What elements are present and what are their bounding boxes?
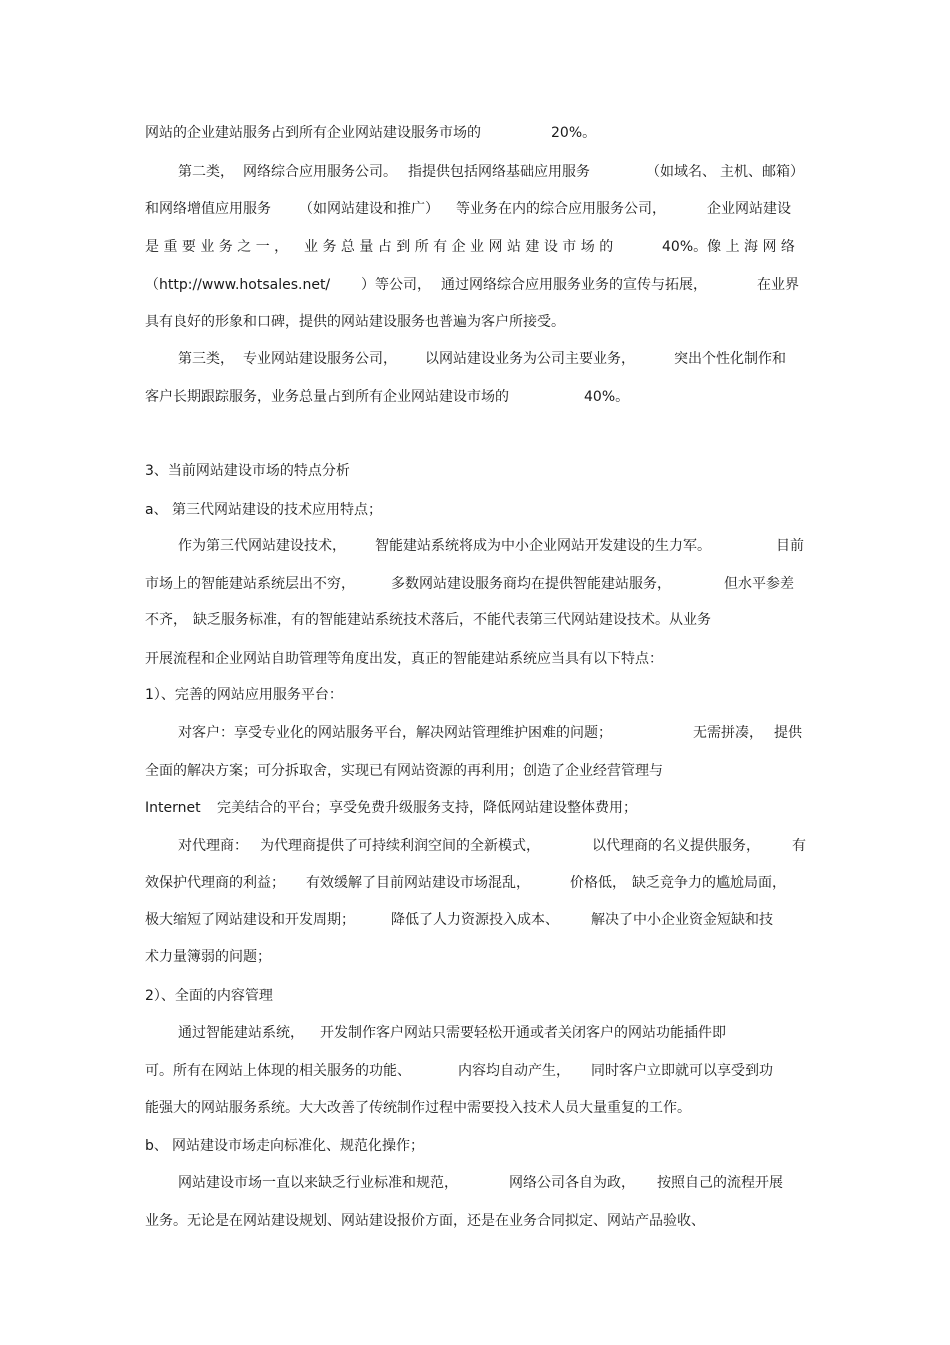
text-segment: 专业网站建设服务公司， (243, 351, 397, 367)
text-segment: 企业网站建设 (707, 201, 791, 217)
text-segment: 对客户：享受专业化的网站服务平台，解决网站管理维护困难的问题； (178, 725, 612, 741)
text-segment: 和网络增值应用服务 (145, 201, 271, 217)
text-line (0, 985, 950, 1007)
text-segment: 客户长期跟踪服务，业务总量占到所有企业网站建设市场的 (145, 389, 509, 405)
text-segment: Internet (145, 800, 201, 816)
text-segment: 全面的解决方案；可分拆取舍，实现已有网站资源的再利用；创造了企业经营管理与 (145, 763, 663, 779)
text-segment: 以代理商的名义提供服务， (592, 838, 760, 854)
text-segment: 术力量簿弱的问题； (145, 949, 271, 965)
text-line (0, 236, 950, 258)
text-line (0, 499, 950, 521)
text-segment: 智能建站系统将成为中小企业网站开发建设的生力军。 (375, 538, 711, 554)
text-segment: 同时客户立即就可以享受到功 (591, 1063, 773, 1079)
text-segment: 主机、邮箱） (720, 164, 804, 180)
text-segment: 40%。 (584, 389, 630, 405)
text-line (0, 386, 950, 408)
text-line (0, 648, 950, 670)
text-segment: 在业界 (757, 277, 799, 293)
text-line (0, 1060, 950, 1082)
text-segment: 20%。 (551, 125, 597, 141)
text-segment: 40%。像 上 海 网 络 (662, 239, 795, 255)
text-segment: 多数网站建设服务商均在提供智能建站服务， (391, 576, 671, 592)
text-segment: 作为第三代网站建设技术， (178, 538, 346, 554)
text-line (0, 684, 950, 706)
text-segment: 业务。无论是在网站建设规划、网站建设报价方面，还是在业务合同拟定、网站产品验收、 (145, 1213, 705, 1229)
text-segment: 内容均自动产生， (458, 1063, 570, 1079)
text-line (0, 460, 950, 482)
text-segment: 2）、全面的内容管理 (145, 988, 273, 1004)
text-segment: 有 (792, 838, 806, 854)
text-segment: 是 重 要 业 务 之 一 ， (145, 239, 289, 255)
text-line (0, 835, 950, 857)
text-line (0, 909, 950, 931)
text-line (0, 722, 950, 744)
text-segment: 对代理商： (178, 838, 248, 854)
text-segment: 具有良好的形象和口碑，提供的网站建设服务也普遍为客户所接受。 (145, 314, 565, 330)
text-segment: 网站建设市场走向标准化、规范化操作； (172, 1138, 424, 1154)
text-line (0, 609, 950, 631)
text-line (0, 1135, 950, 1157)
text-segment: 通过网络综合应用服务业务的宣传与拓展， (441, 277, 707, 293)
text-segment: 目前 (776, 538, 804, 554)
text-line (0, 1172, 950, 1194)
text-line (0, 1022, 950, 1044)
text-segment: 有效缓解了目前网站建设市场混乱， (306, 875, 530, 891)
text-segment: 不齐， (145, 612, 187, 628)
text-line (0, 198, 950, 220)
text-segment: （如网站建设和推广） (299, 201, 439, 217)
text-segment: 以网站建设业务为公司主要业务， (425, 351, 635, 367)
text-segment: （如域名、 (646, 164, 716, 180)
text-line (0, 760, 950, 782)
text-segment: 开展流程和企业网站自助管理等角度出发，真正的智能建站系统应当具有以下特点： (145, 651, 663, 667)
text-segment: 第三代网站建设的技术应用特点； (172, 502, 382, 518)
text-segment: 业 务 总 量 占 到 所 有 企 业 网 站 建 设 市 场 的 (304, 239, 614, 255)
text-line (0, 872, 950, 894)
text-segment: 网站建设市场一直以来缺乏行业标准和规范， (178, 1175, 458, 1191)
text-segment: 完美结合的平台；享受免费升级服务支持，降低网站建设整体费用； (217, 800, 637, 816)
text-segment: 缺乏服务标准，有的智能建站系统技术落后，不能代表第三代网站建设技术。从业务 (193, 612, 711, 628)
text-segment: 极大缩短了网站建设和开发周期； (145, 912, 355, 928)
text-line (0, 573, 950, 595)
text-segment: 解决了中小企业资金短缺和技 (591, 912, 773, 928)
text-line (0, 1210, 950, 1232)
text-segment: （http://www.hotsales.net/ (145, 277, 331, 293)
text-segment: 网络综合应用服务公司。 (243, 164, 397, 180)
text-segment: 网站的企业建站服务占到所有企业网站建设服务市场的 (145, 125, 481, 141)
text-segment: 能强大的网站服务系统。大大改善了传统制作过程中需要投入技术人员大量重复的工作。 (145, 1100, 691, 1116)
text-segment: 突出个性化制作和 (674, 351, 786, 367)
text-segment: 无需拼凑， (693, 725, 763, 741)
text-segment: 可。所有在网站上体现的相关服务的功能、 (145, 1063, 411, 1079)
text-segment: 3、当前网站建设市场的特点分析 (145, 463, 350, 479)
text-line (0, 311, 950, 333)
text-segment: ）等公司， (361, 277, 431, 293)
text-segment: a、 (145, 502, 168, 518)
text-segment: 1）、完善的网站应用服务平台： (145, 687, 343, 703)
text-segment: 指提供包括网络基础应用服务 (408, 164, 590, 180)
text-segment: 第二类， (178, 164, 234, 180)
text-segment: 提供 (774, 725, 802, 741)
text-segment: 为代理商提供了可持续利润空间的全新模式， (260, 838, 540, 854)
text-segment: 缺乏竞争力的尴尬局面， (632, 875, 786, 891)
text-line (0, 274, 950, 296)
text-segment: 效保护代理商的利益； (145, 875, 285, 891)
text-segment: 第三类， (178, 351, 234, 367)
text-segment: 按照自己的流程开展 (657, 1175, 783, 1191)
text-segment: 但水平参差 (724, 576, 794, 592)
text-line (0, 161, 950, 183)
text-segment: 价格低， (570, 875, 626, 891)
text-segment: 网络公司各自为政， (509, 1175, 635, 1191)
text-segment: 等业务在内的综合应用服务公司， (456, 201, 666, 217)
text-line (0, 1097, 950, 1119)
text-segment: 降低了人力资源投入成本、 (391, 912, 559, 928)
text-segment: 通过智能建站系统， (178, 1025, 304, 1041)
text-line (0, 946, 950, 968)
text-segment: b、 (145, 1138, 168, 1154)
text-line (0, 797, 950, 819)
text-line (0, 348, 950, 370)
text-line (0, 122, 950, 144)
text-segment: 开发制作客户网站只需要轻松开通或者关闭客户的网站功能插件即 (320, 1025, 726, 1041)
text-segment: 市场上的智能建站系统层出不穷， (145, 576, 355, 592)
text-line (0, 535, 950, 557)
